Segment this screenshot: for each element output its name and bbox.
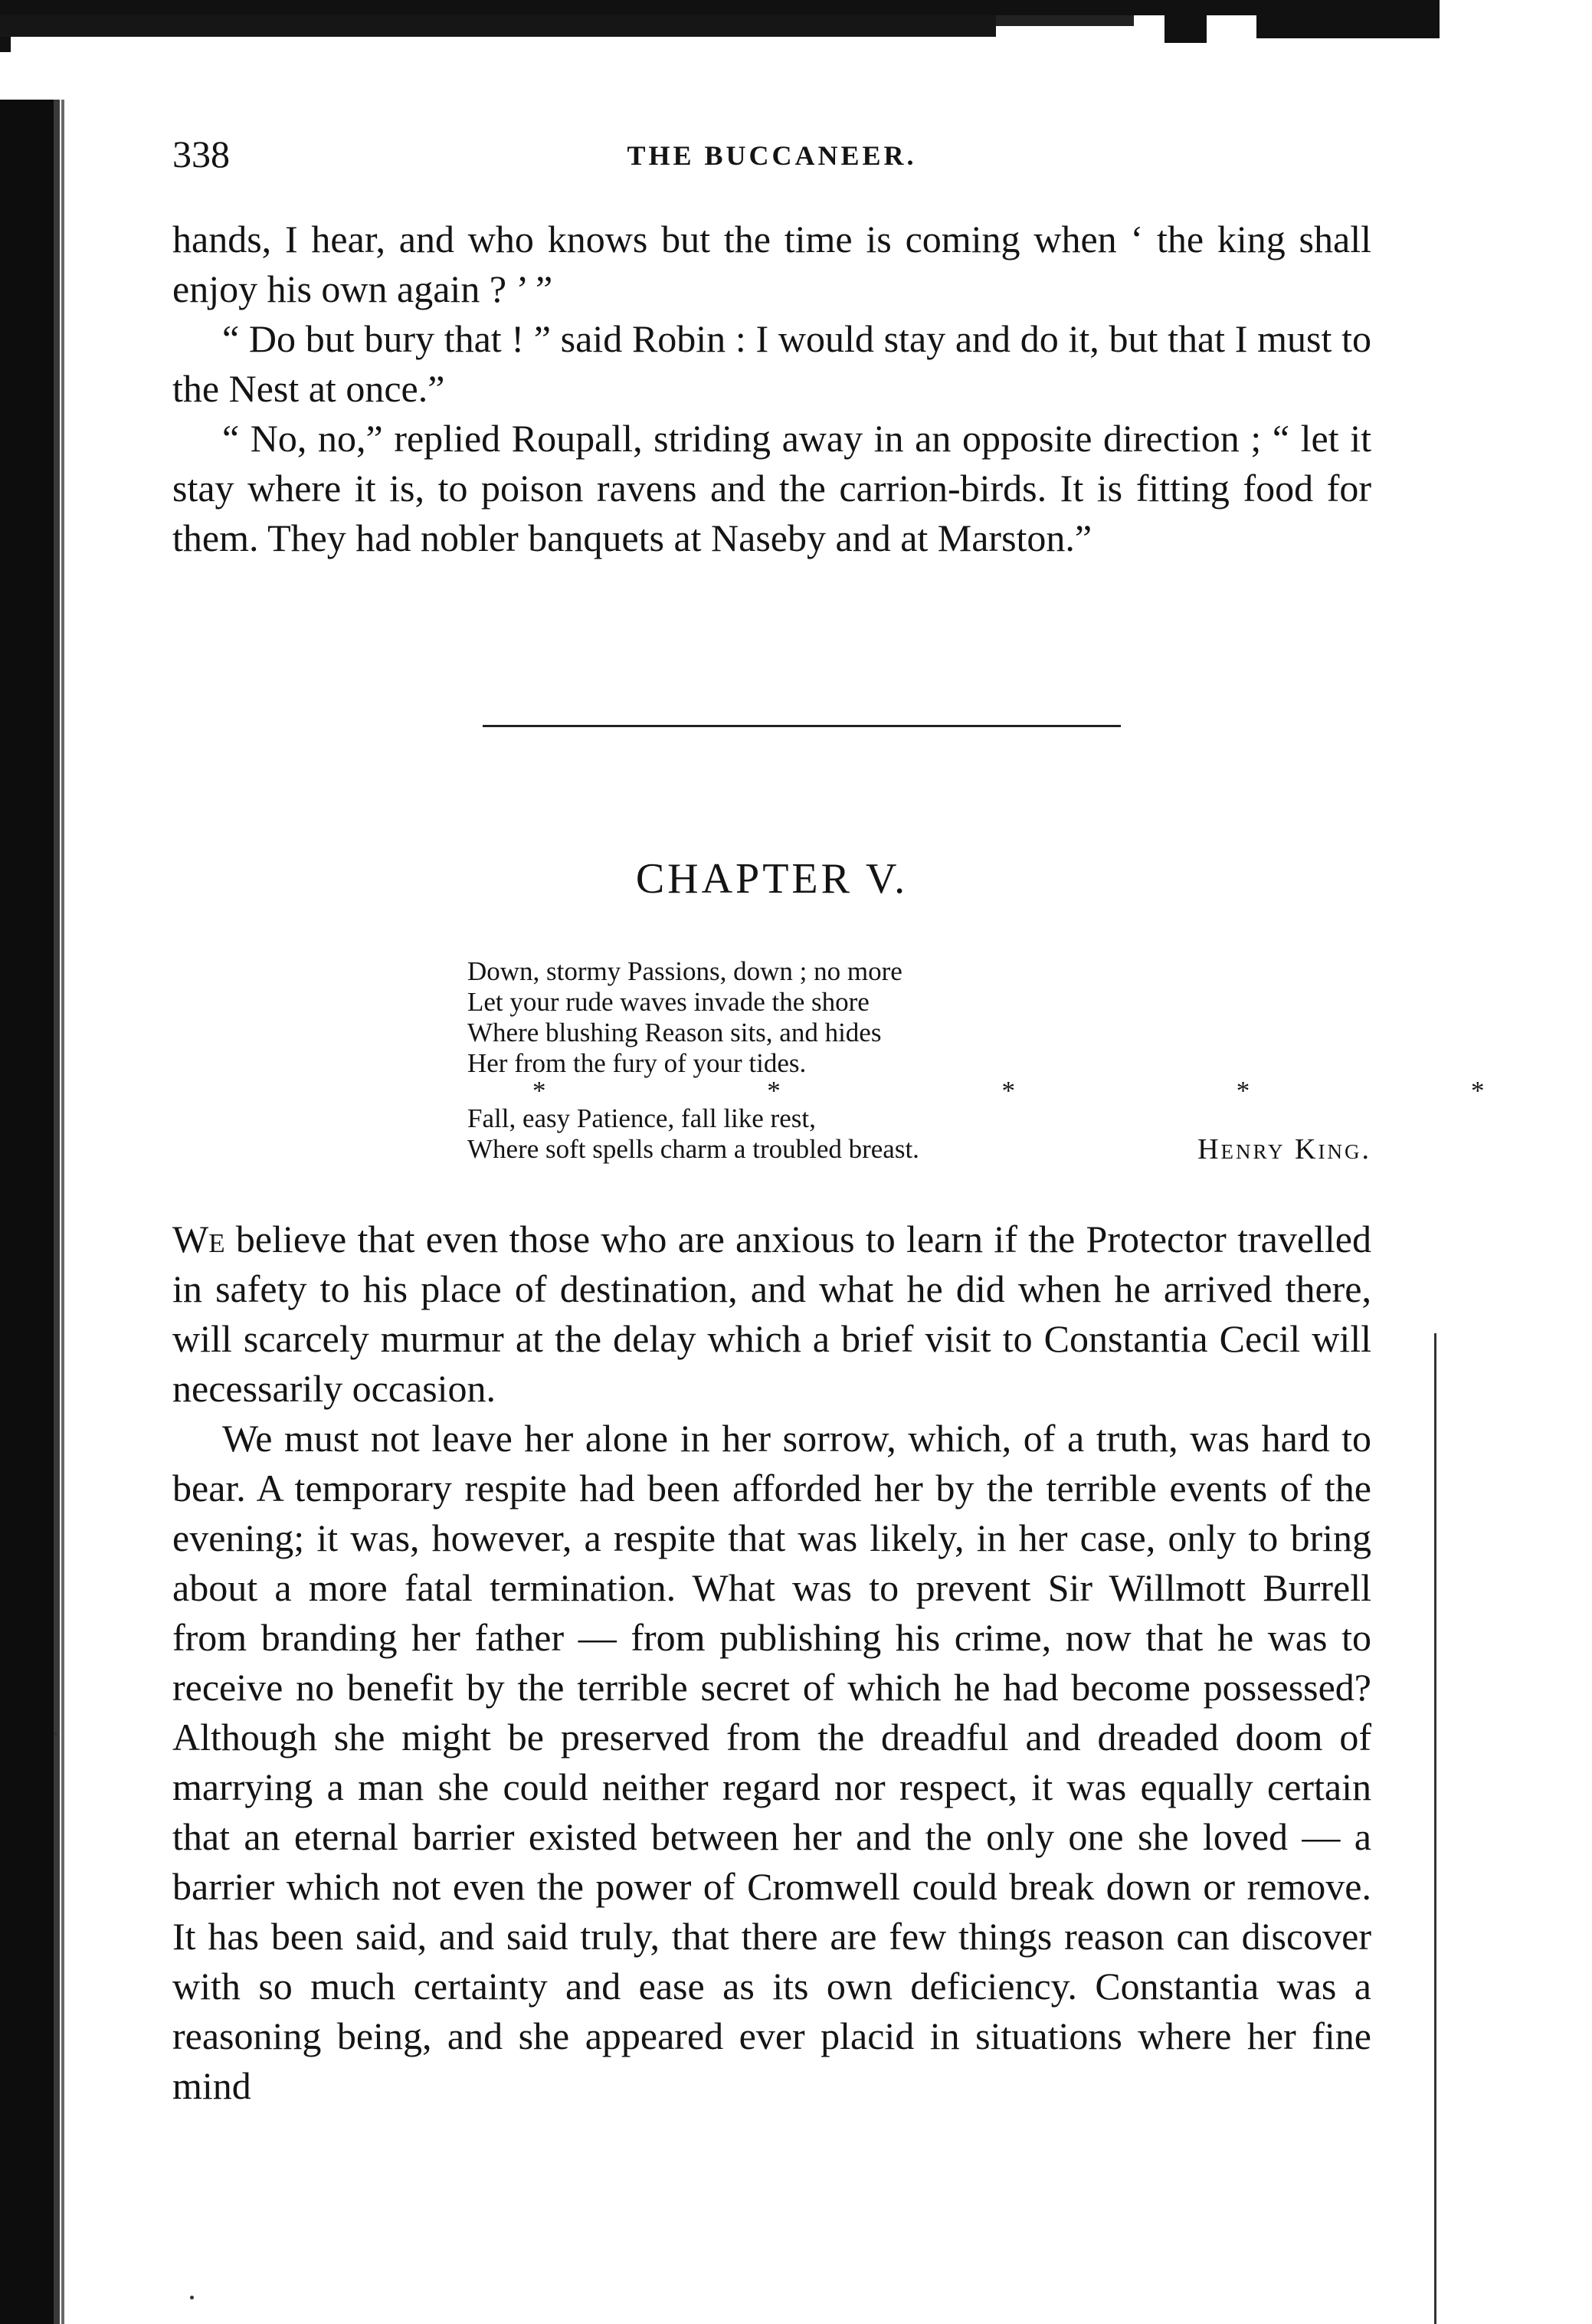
epigraph-line: Let your rude waves invade the shore bbox=[467, 987, 870, 1017]
top-scan-edge bbox=[0, 0, 1440, 52]
print-speck bbox=[190, 2296, 194, 2299]
epigraph-ellipsis-stars: * * * * * bbox=[532, 1076, 1592, 1106]
chapter-text bbox=[172, 1214, 1371, 2111]
print-speck bbox=[54, 1732, 57, 1736]
paragraph: We must not leave her alone in her sorrow, which, of a truth, was hard to bear. A temporary respite had been afforded her by the terrible events of the evening; it was, however, a respite that was likely, in her case, only to bring about a more fatal termination. What was to prevent Sir Willmott Burrell from branding her father — from publishing his crime, now that he was to receive no benefit by the terrible secret of which he had become possessed? Although she might be preserved from the dreadful and dreaded doom of marrying a man she could neither regard nor respect, it was equally certain that an eternal barrier existed between her and the only one she loved — a barrier which not even the power of Cromwell could break down or remove. It has been said, and said truly, that there are few things reason can discover with so much certainty and ease as its own deficiency. Constantia was a reasoning being, and she appeared ever placid in situations where her fine mind bbox=[172, 1417, 1371, 2107]
paragraph: “ No, no,” replied Roupall, striding away in an opposite direction ; “ let it stay where it is, to poison ravens and the carrion-birds. It is fitting food for them. They had nobler banquets at Naseby and at Marston.” bbox=[172, 417, 1371, 559]
epigraph-line: Where blushing Reason sits, and hides bbox=[467, 1018, 882, 1047]
page-number: 338 bbox=[172, 133, 230, 175]
right-edge-line bbox=[1434, 1333, 1436, 2324]
paragraph: hands, I hear, and who knows but the time is coming when ‘ the king shall enjoy his own again ? ’ ” bbox=[172, 218, 1371, 310]
epigraph-line: Down, stormy Passions, down ; no more bbox=[467, 956, 902, 986]
left-binding-edge bbox=[0, 100, 70, 2324]
running-head bbox=[172, 132, 1371, 185]
paragraph: “ Do but bury that ! ” said Robin : I would stay and do it, but that I must to the Nest at once.” bbox=[172, 317, 1371, 410]
epigraph-line: Where soft spells charm a troubled breast. bbox=[467, 1134, 919, 1164]
chapter-heading: CHAPTER V. bbox=[635, 855, 909, 903]
opening-word: We bbox=[172, 1218, 225, 1260]
epigraph bbox=[467, 956, 1592, 1165]
epigraph-line: Her from the fury of your tides. bbox=[467, 1048, 807, 1078]
running-title: THE BUCCANEER. bbox=[627, 140, 917, 171]
opening-text: believe that even those who are anxious to learn if the Protector travelled in safety to his place of destination, and what he did when he arrived there, will scarcely murmur at the delay which a brief visit to Constantia Cecil will necessarily occasion. bbox=[172, 1218, 1371, 1410]
epigraph-attribution: Henry King. bbox=[1197, 1133, 1371, 1165]
opening-paragraph bbox=[172, 1214, 1371, 1414]
continuation-text bbox=[172, 215, 1371, 563]
section-divider bbox=[483, 725, 1121, 727]
epigraph-line: Fall, easy Patience, fall like rest, bbox=[467, 1103, 816, 1133]
